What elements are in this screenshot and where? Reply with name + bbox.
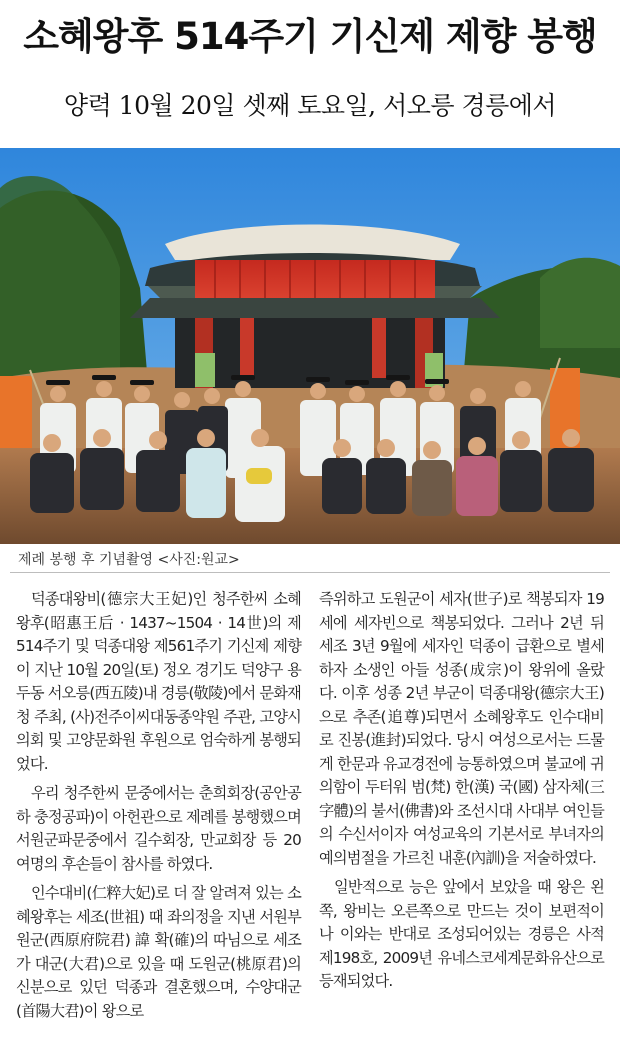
subheadline: 양력 10월 20일 셋째 토요일, 서오릉 경릉에서	[63, 91, 557, 120]
article-column-right	[319, 588, 604, 1000]
photo-caption: 제례 봉행 후 기념촬영 <사진:원교>	[18, 552, 240, 568]
paragraph: 우리 청주한씨 문중에서는 춘희회장(공안공하 충정공파)이 아헌관으로 제례를 봉행했으며 서원군파문중에서 길수회장, 만교회장 등 20여명의 후손들이 참사를 하였다.	[16, 784, 301, 873]
article-column-left	[16, 588, 301, 1029]
paragraph: 즉위하고 도원군이 세자(世子)로 책봉되자 19세에 세자빈으로 책봉되었다. 그러나 2년 뒤 세조 3년 9월에 세자인 덕종이 급환으로 별세하자 소생인 아들 성종(成宗)이 왕위에 올랐다. 이후 성종 2년 부군이 덕종대왕(德宗大王)으로 추존(追尊)되면서 소혜왕후도 인수대비로 진봉(進封)되었다. 당시 여성으로서는 드물게 한문과 유교경전에 능통하였으며 불교에 귀의함이 두터워 범(梵) 한(漢) 국(國) 삼자체(三字體)의 불서(佛書)와 조선시대 사대부 여인들의 수신서이자 여성교육의 기본서로 부녀자의 예의범절을 가르친 내훈(內訓)을 저술하였다.	[319, 590, 604, 867]
paragraph: 일반적으로 능은 앞에서 보았을 때 왕은 왼쪽, 왕비는 오른쪽으로 만드는 것이 보편적이나 이와는 반대로 조성되어있는 경릉은 사적 제198호, 2009년 유네스코세계문화유산으로 등재되었다.	[319, 878, 604, 990]
article-photo	[0, 148, 620, 544]
paragraph: 덕종대왕비(德宗大王妃)인 청주한씨 소혜왕후(昭惠王后 · 1437~1504 · 14世)의 제514주기 및 덕종대왕 제561주기 기신제 제향이 지난 10월 20일(토) 정오 경기도 덕양구 용두동 서오릉(西五陵)내 경릉(敬陵)에서 문화재청 주최, (사)전주이씨대동종약원 주관, 고양시 의회 및 고양문화원 후원으로 엄숙하게 봉행되었다.	[16, 590, 301, 773]
divider	[10, 572, 610, 573]
paragraph: 인수대비(仁粹大妃)로 더 잘 알려져 있는 소혜왕후는 세조(世祖) 때 좌의정을 지낸 서원부원군(西原府院君) 諱 확(確)의 따님으로 세조가 대군(大君)으로 있을 때 도원군(桃原君)의 신분으로 있던 덕종과 결혼했으며, 수양대군(首陽大君)이 왕으로	[16, 884, 301, 1020]
headline: 소혜왕후 514주기 기신제 제향 봉행	[23, 15, 597, 58]
